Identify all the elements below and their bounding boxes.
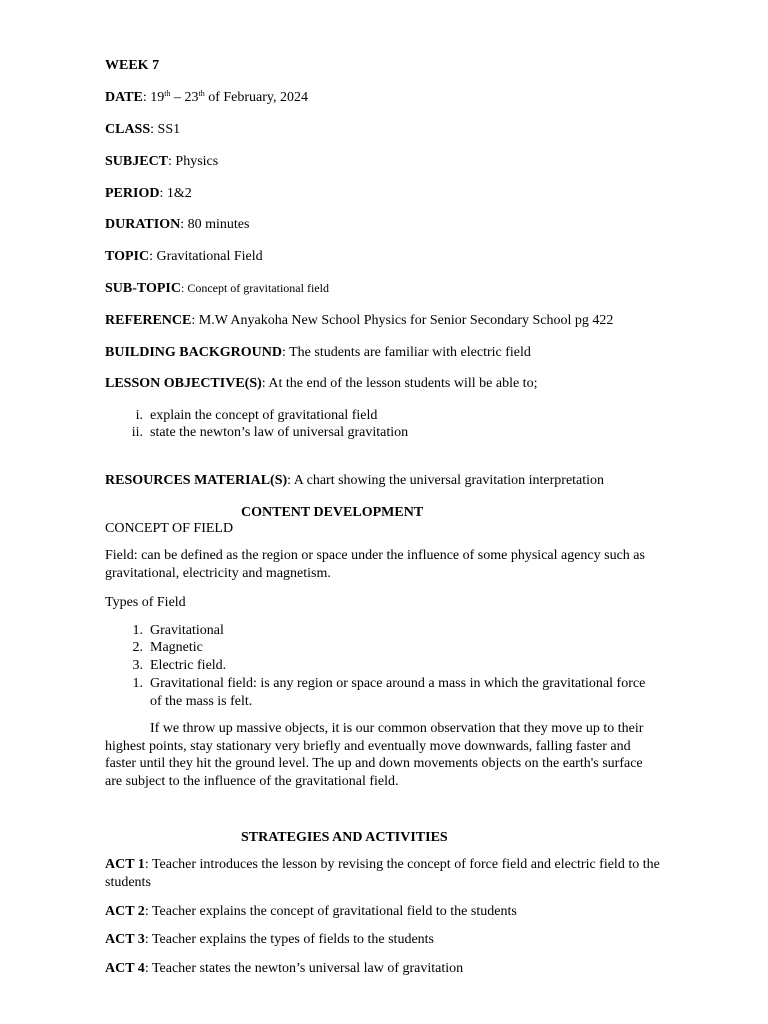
date-line: DATE: 19th – 23th of February, 2024 bbox=[105, 89, 309, 105]
subject-line: SUBJECT: Physics bbox=[105, 154, 219, 169]
topic-line: TOPIC: Gravitational Field bbox=[105, 249, 263, 264]
week-heading: WEEK 7 bbox=[105, 58, 160, 73]
types-of-field-heading: Types of Field bbox=[105, 595, 186, 610]
subtopic-line: SUB-TOPIC: Concept of gravitational field bbox=[105, 281, 329, 296]
resources-line: RESOURCES MATERIAL(S): A chart showing the universal gravitation interpretation bbox=[105, 473, 605, 488]
content-development-heading: CONTENT DEVELOPMENT bbox=[241, 505, 424, 520]
building-background-line: BUILDING BACKGROUND: The students are familiar with electric field bbox=[105, 345, 531, 360]
class-line: CLASS: SS1 bbox=[105, 122, 181, 137]
concept-of-field-heading: CONCEPT OF FIELD bbox=[105, 521, 234, 536]
activity-3: ACT 3: Teacher explains the types of fields to the students bbox=[105, 932, 434, 947]
field-definition: Field: can be defined as the region or space under the influence of some physical agency such as gravitational, electricity and magnetism. bbox=[105, 548, 645, 581]
reference-line: REFERENCE: M.W Anyakoha New School Physics for Senior Secondary School pg 422 bbox=[105, 313, 614, 328]
strategies-heading: STRATEGIES AND ACTIVITIES bbox=[241, 830, 448, 845]
activity-2: ACT 2: Teacher explains the concept of gravitational field to the students bbox=[105, 904, 517, 919]
activity-1: ACT 1: Teacher introduces the lesson by revising the concept of force field and electric field to the students bbox=[105, 857, 660, 890]
period-line: PERIOD: 1&2 bbox=[105, 186, 192, 201]
activity-4: ACT 4: Teacher states the newton’s universal law of gravitation bbox=[105, 961, 464, 976]
duration-line: DURATION: 80 minutes bbox=[105, 217, 250, 232]
date-label: DATE bbox=[105, 90, 143, 105]
lesson-objectives-line: LESSON OBJECTIVE(S): At the end of the lesson students will be able to; bbox=[105, 376, 538, 391]
gravitational-observation-paragraph: If we throw up massive objects, it is our common observation that they move up to their highest points, stay stationary very briefly and eventually move downwards, falling faster and faster until they hit the ground level. The up and down movements objects on the earth's surface are subject to the influence of the gravitational field. bbox=[105, 721, 644, 789]
